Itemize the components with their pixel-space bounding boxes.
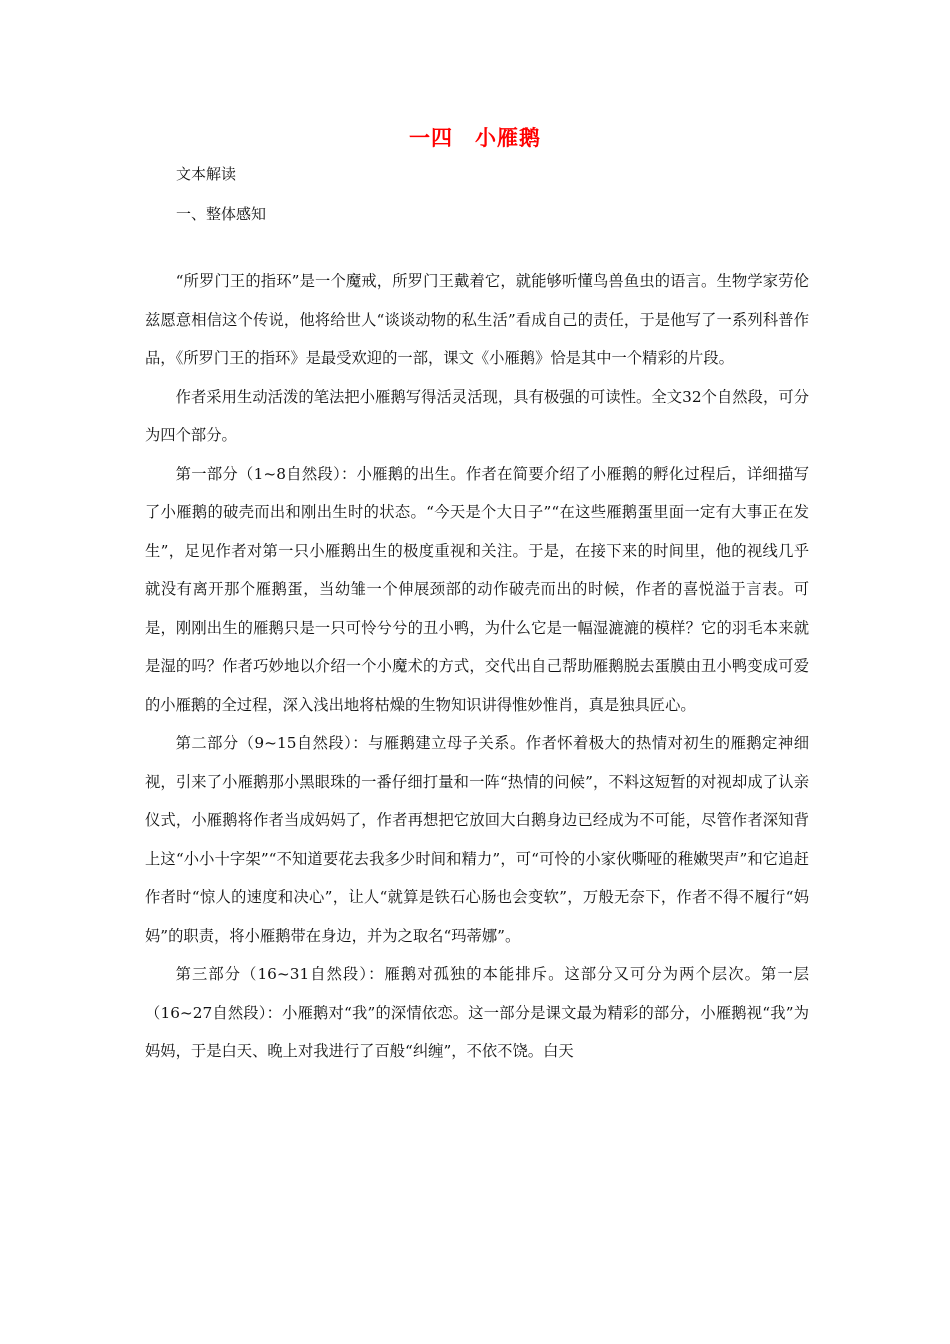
- paragraph-5: 第三部分（16~31自然段）：雁鹅对孤独的本能排斥。这部分又可分为两个层次。第一层（16~27自然段）：小雁鹅对“我”的深情依恋。这一部分是课文最为精彩的部分，小雁鹅视“我”为妈妈，于是白天、晚上对我进行了百般“纠缠”，不依不饶。白天: [145, 965, 809, 1060]
- paragraph-3: 第一部分（1~8自然段）：小雁鹅的出生。作者在简要介绍了小雁鹅的孵化过程后，详细描写了小雁鹅的破壳而出和刚出生时的状态。“今天是个大日子”“在这些雁鹅蛋里面一定有大事正在发生”，足见作者对第一只小雁鹅出生的极度重视和关注。于是，在接下来的时间里，他的视线几乎就没有离开那个雁鹅蛋，当幼雏一个伸展颈部的动作破壳而出的时候，作者的喜悦溢于言表。可是，刚刚出生的雁鹅只是一只可怜兮兮的丑小鸭，为什么它是一幅湿漉漉的模样？它的羽毛本来就是湿的吗？作者巧妙地以介绍一个小魔术的方式，交代出自己帮助雁鹅脱去蛋膜由丑小鸭变成可爱的小雁鹅的全过程，深入浅出地将枯燥的生物知识讲得惟妙惟肖，真是独具匠心。: [145, 464, 809, 714]
- paragraph-4: 第二部分（9~15自然段）：与雁鹅建立母子关系。作者怀着极大的热情对初生的雁鹅定神细视，引来了小雁鹅那小黑眼珠的一番仔细打量和一阵“热情的问候”，不料这短暂的对视却成了认亲仪式，小雁鹅将作者当成妈妈了，作者再想把它放回大白鹅身边已经成为不可能，尽管作者深知背上这“小小十字架”“不知道要花去我多少时间和精力”，可“可怜的小家伙嘶哑的稚嫩哭声”和它追赶作者时“惊人的速度和决心”，让人“就算是铁石心肠也会变软”，万般无奈下，作者不得不履行“妈妈”的职责，将小雁鹅带在身边，并为之取名“玛蒂娜”。: [145, 734, 809, 945]
- page-title: 一四 小雁鹅: [409, 126, 541, 150]
- document-body: [145, 262, 809, 1071]
- paragraph-1: “所罗门王的指环”是一个魔戒，所罗门王戴着它，就能够听懂鸟兽鱼虫的语言。生物学家劳伦兹愿意相信这个传说，他将给世人“谈谈动物的私生活”看成自己的责任，于是他写了一系列科普作品，《所罗门王的指环》是最受欢迎的一部，课文《小雁鹅》恰是其中一个精彩的片段。: [145, 272, 809, 367]
- section-label: 文本解读: [176, 165, 237, 183]
- subsection-label: 一、整体感知: [176, 205, 267, 223]
- paragraph-2: 作者采用生动活泼的笔法把小雁鹅写得活灵活现，具有极强的可读性。全文32个自然段，可分为四个部分。: [145, 387, 809, 444]
